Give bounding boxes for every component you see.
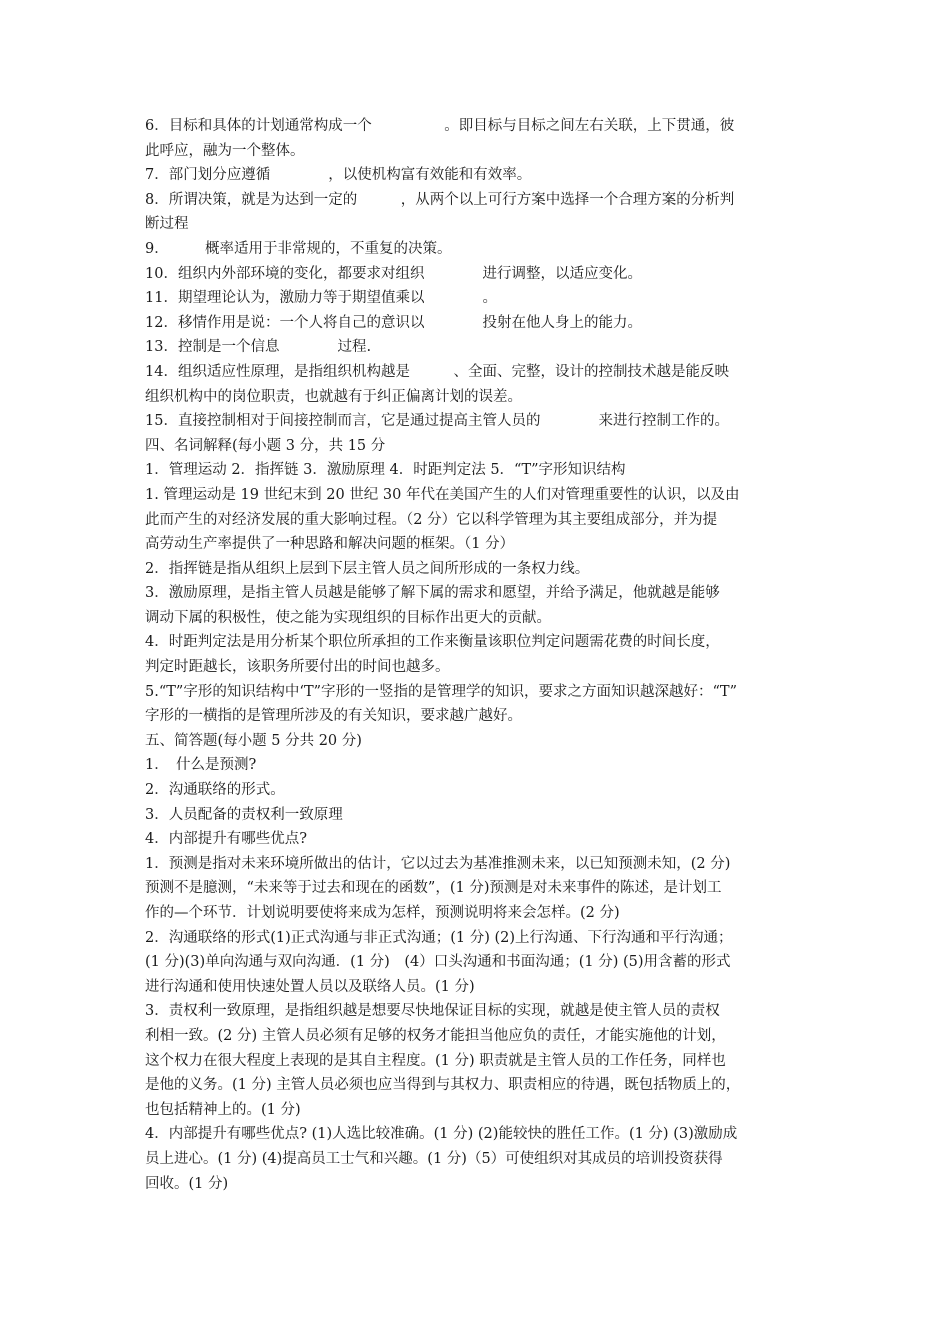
document-body bbox=[145, 114, 807, 1196]
text-line: 1. 管理运动是 19 世纪末到 20 世纪 30 年代在美国产生的人们对管理重要性的认识，以及由 bbox=[145, 486, 740, 503]
text-line: 3．激励原理，是指主管人员越是能够了解下属的需求和愿望，并给予满足，他就越是能够 bbox=[145, 585, 720, 602]
text-line: 3．人员配备的责权利一致原理 bbox=[145, 806, 343, 823]
text-line: 9． 概率适用于非常规的，不重复的决策。 bbox=[145, 240, 452, 257]
text-line: 员上进心。(1 分) (4)提高员工士气和兴趣。(1 分)（5）可使组织对其成员的培训投资获得 bbox=[145, 1150, 723, 1167]
text-line: 10．组织内外部环境的变化，都要求对组织 进行调整，以适应变化。 bbox=[145, 265, 642, 282]
text-line: 2．沟通联络的形式。 bbox=[145, 782, 285, 799]
text-line: 高劳动生产率提供了一种思路和解决问题的框架。（1 分） bbox=[145, 536, 515, 553]
text-line: 14．组织适应性原理，是指组织机构越是 、全面、完整，设计的控制技术越是能反映 bbox=[145, 363, 729, 380]
text-line: 8．所谓决策，就是为达到一定的 ，从两个以上可行方案中选择一个合理方案的分析判 bbox=[145, 191, 735, 208]
text-line: 这个权力在很大程度上表现的是其自主程度。(1 分) 职责就是主管人员的工作任务，同样也 bbox=[145, 1052, 726, 1069]
text-line: 此而产生的对经济发展的重大影响过程。（2 分）它以科学管理为其主要组成部分，并为提 bbox=[145, 511, 718, 528]
text-line: 11．期望理论认为，激励力等于期望值乘以 。 bbox=[145, 290, 497, 307]
text-line: 12．移情作用是说：一个人将自己的意识以 投射在他人身上的能力。 bbox=[145, 314, 642, 331]
text-line: 判定时距越长，该职务所要付出的时间也越多。 bbox=[145, 659, 450, 676]
text-line: 15．直接控制相对于间接控制而言，它是通过提高主管人员的 来进行控制工作的。 bbox=[145, 413, 729, 430]
text-line: 3．责权利一致原理，是指组织越是想要尽快地保证目标的实现，就越是使主管人员的责权 bbox=[145, 1003, 720, 1020]
text-line: 作的—个环节．计划说明要使将来成为怎样，预测说明将来会怎样。(2 分) bbox=[145, 905, 620, 921]
text-line: 是他的义务。(1 分) 主管人员必须也应当得到与其权力、职责相应的待遇，既包括物质上的， bbox=[145, 1077, 741, 1094]
text-line: 1．管理运动 2．指挥链 3．激励原理 4．时距判定法 5．“T”字形知识结构 bbox=[145, 462, 626, 479]
text-line: 4．时距判定法是用分析某个职位所承担的工作来衡量该职位判定问题需花费的时间长度， bbox=[145, 634, 720, 651]
section-heading: 四、名词解释(每小题 3 分，共 15 分 bbox=[145, 437, 386, 454]
text-line: 也包括精神上的。(1 分) bbox=[145, 1101, 301, 1118]
text-line: 预测不是臆测，“未来等于过去和现在的函数”，(1 分)预测是对未来事件的陈述，是计划工 bbox=[145, 880, 722, 897]
text-line: 1．预测是指对未来环境所做出的估计，它以过去为基准推测未来，以已知预测未知，(2 分) bbox=[145, 855, 731, 872]
text-line: 13．控制是一个信息 过程. bbox=[145, 339, 372, 356]
text-line: 进行沟通和使用快速处置人员以及联络人员。(1 分) bbox=[145, 978, 475, 995]
text-line: 1． 什么是预测? bbox=[145, 757, 257, 774]
text-line: 回收。(1 分) bbox=[145, 1175, 229, 1192]
text-line: 4．内部提升有哪些优点? (1)人选比较准确。(1 分) (2)能较快的胜任工作。(1 分) (3)激励成 bbox=[145, 1126, 738, 1143]
text-line: 2．指挥链是指从组织上层到下层主管人员之间所形成的一条权力线。 bbox=[145, 560, 590, 577]
text-line: 6．目标和具体的计划通常构成一个 。即目标与目标之间左右关联，上下贯通，彼 bbox=[145, 118, 735, 134]
text-line: 断过程 bbox=[145, 216, 189, 233]
text-line: 组织机构中的岗位职责，也就越有于纠正偏离计划的误差。 bbox=[145, 388, 522, 405]
text-line: 此呼应，融为一个整体。 bbox=[145, 142, 305, 159]
text-line: (1 分)(3)单向沟通与双向沟通．(1 分) (4）口头沟通和书面沟通；(1 分) (5)用含蓄的形式 bbox=[145, 954, 731, 971]
text-line: 2．沟通联络的形式(1)正式沟通与非正式沟通；(1 分) (2)上行沟通、下行沟通和平行沟通； bbox=[145, 929, 733, 946]
text-line: 7．部门划分应遵循 ，以使机构富有效能和有效率。 bbox=[145, 167, 532, 184]
text-line: 5.“T”字形的知识结构中‘T”字形的一竖指的是管理学的知识，要求之方面知识越深越好：“T” bbox=[145, 683, 738, 700]
text-line: 利相一致。(2 分) 主管人员必须有足够的权务才能担当他应负的责任，才能实施他的计划， bbox=[145, 1027, 726, 1044]
text-line: 字形的一横指的是管理所涉及的有关知识，要求越广越好。 bbox=[145, 708, 522, 725]
text-line: 调动下属的积极性，使之能为实现组织的目标作出更大的贡献。 bbox=[145, 609, 551, 626]
section-heading: 五、简答题(每小题 5 分共 20 分) bbox=[145, 732, 362, 749]
text-line: 4．内部提升有哪些优点? bbox=[145, 831, 307, 848]
